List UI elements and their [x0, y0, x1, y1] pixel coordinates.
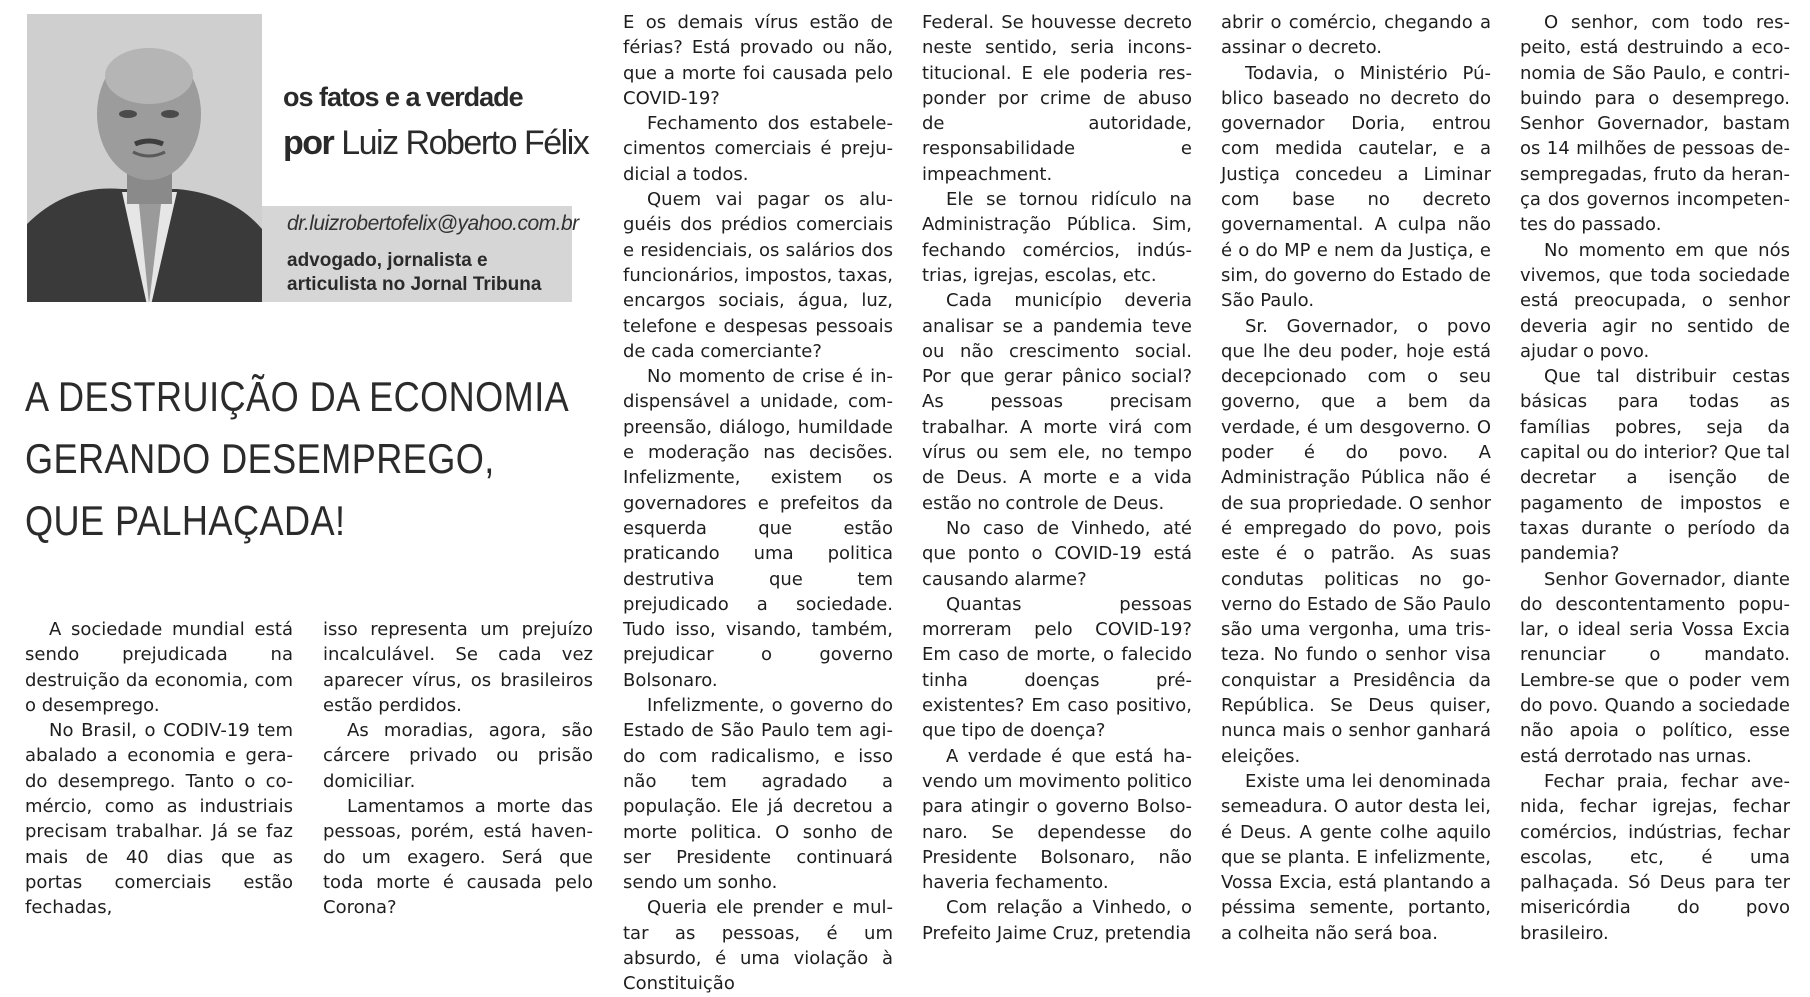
section-title: os fatos e a verdade [283, 82, 523, 112]
article-column-2 [323, 617, 593, 921]
paragraph: Lamentamos a morte das pessoas, porém, está havendo um exagero. Será que toda morte é causada pelo Corona? [323, 796, 593, 919]
article-column-5 [1221, 10, 1491, 946]
paragraph: isso representa um prejuízo incalculável. Se cada vez aparecer vírus, os brasileiros estão perdidos. [323, 619, 593, 716]
paragraph: Existe uma lei denominada semeadura. O autor desta lei, é Deus. A gente colhe aquilo que se planta. E infelizmente, Vossa Excia, está plantando a péssima semente, portanto, a colheita não será boa. [1221, 770, 1491, 944]
article-column-1 [25, 617, 293, 921]
author-portrait-illustration [27, 14, 262, 302]
paragraph: No momento de crise é indispensável a unidade, compreensão, diálogo, humildade e moderação nas decisões. Infelizmente, existem os governadores e prefeitos da esquerda que estão praticando uma politica destrutiva que tem prejudicado a sociedade. Tudo isso, visando, também, prejudicar o governo Bolsonaro. [623, 366, 893, 691]
paragraph: Quem vai pagar os aluguéis dos prédios comerciais e residenciais, os salários dos funcionários, impostos, taxas, encargos sociais, água, luz, telefone e despesas pessoais de cada comerciante? [623, 189, 893, 362]
paragraph: E os demais vírus estão de férias? Está provado ou não, que a morte foi causada pelo COVID-19? [623, 12, 893, 109]
headline-line-3: QUE PALHAÇADA! [25, 497, 346, 544]
paragraph: No caso de Vinhedo, até que ponto o COVID-19 está causando alarme? [922, 517, 1192, 590]
paragraph: Que tal distribuir cestas básicas para todas as famílias pobres, seja da capital ou do interior? Que tal decretar a isenção de pagamento de impostos e taxas durante o período da pandemia? [1520, 366, 1790, 565]
headline-line-1: A DESTRUIÇÃO DA ECONOMIA [25, 373, 570, 420]
paragraph: Todavia, o Ministério Público baseado no decreto do governador Doria, entrou com medida cautelar, e a Justiça concedeu a Liminar com base no decreto governamental. A culpa não é o do MP e nem da Justiça, e sim, do governo do Estado de São Paulo. [1221, 62, 1491, 312]
author-name: Luiz Roberto Félix [341, 124, 589, 162]
paragraph: Cada município deveria analisar se a pandemia teve ou não crescimento social. Por que gerar pânico social? As pessoas precisam trabalhar. A morte virá com vírus ou sem ele, no tempo de Deus. A morte e a vida estão no controle de Deus. [922, 290, 1192, 514]
author-byline [283, 124, 588, 163]
author-email: dr.luizrobertofelix@yahoo.com.br [287, 212, 579, 235]
paragraph: Queria ele prender e multar as pessoas, é um absurdo, é uma violação à Constituição [623, 897, 893, 995]
article-column-4 [922, 10, 1192, 946]
paragraph: abrir o comércio, chegando a assinar o decreto. [1221, 12, 1491, 59]
paragraph: Infelizmente, o governo do Estado de São Paulo tem agido com radicalismo, e isso não tem agradado a população. Ele já decretou a morte politica. O sonho de ser Presidente continuará sendo um sonho. [623, 695, 893, 894]
article-headline [25, 366, 570, 552]
paragraph: Federal. Se houvesse decreto neste sentido, seria inconstitucional. E ele poderia responder por crime de abuso de autoridade, responsabilidade e impeachment. [922, 12, 1192, 185]
paragraph: O senhor, com todo respeito, está destruindo a economia de São Paulo, e contribuindo para o desemprego. Senhor Governador, bastam os 14 milhões de pessoas desempregadas, fruto da herança dos governos incompetentes do passado. [1520, 12, 1790, 236]
paragraph: Quantas pessoas morreram pelo COVID-19? Em caso de morte, o falecido tinha doenças pré-existentes? Em caso positivo, que tipo de doença? [922, 593, 1192, 742]
paragraph: No Brasil, o CODIV-19 tem abalado a economia e gerado desemprego. Tanto o comércio, como as industriais precisam trabalhar. Já se faz mais de 40 dias que as portas comerciais estão fechadas, [25, 720, 293, 919]
paragraph: Fechar praia, fechar avenida, fechar igrejas, fechar comércios, indústrias, fechar escolas, etc, é uma palhaçada. Só Deus para ter misericórdia do povo brasileiro. [1520, 770, 1790, 944]
article-column-6 [1520, 10, 1790, 946]
paragraph: As moradias, agora, são cárcere privado ou prisão domiciliar. [323, 720, 593, 792]
author-role: advogado, jornalista e articulista no Jornal Tribuna [287, 250, 542, 295]
paragraph: No momento em que nós vivemos, que toda sociedade está preocupada, o senhor deveria agir no sentido de ajudar o povo. [1520, 239, 1790, 362]
paragraph: Senhor Governador, diante do descontentamento popular, o ideal seria Vossa Excia renunciar o mandato. Lembre-se que o poder vem do povo. Quando a sociedade não apoia o político, esse está derrotado nas urnas. [1520, 568, 1790, 767]
paragraph: Com relação a Vinhedo, o Prefeito Jaime Cruz, pretendia [922, 897, 1192, 944]
paragraph: A verdade é que está havendo um movimento politico para atingir o governo Bolsonaro. Se dependesse do Presidente Bolsonaro, não haveria fechamento. [922, 745, 1192, 894]
article-column-3 [623, 10, 893, 997]
paragraph: Sr. Governador, o povo que lhe deu poder, hoje está decepcionado com o seu governo, que a bem da verdade, é um desgoverno. O poder é do povo. A Administração Pública não é de sua propriedade. O senhor é empregado do povo, pois este é o patrão. As suas condutas politicas no governo do Estado de São Paulo são uma vergonha, uma tristeza. No fundo o senhor visa conquistar a Presidência da República. Se Deus quiser, nunca mais o senhor ganhará eleições. [1221, 315, 1491, 767]
author-photo [27, 14, 262, 302]
paragraph: Fechamento dos estabelecimentos comerciais é prejudicial a todos. [623, 113, 893, 185]
paragraph: Ele se tornou ridículo na Administração Pública. Sim, fechando comércios, indústrias, igrejas, escolas, etc. [922, 189, 1192, 286]
paragraph: A sociedade mundial está sendo prejudicada na destruição da economia, com o desemprego. [25, 619, 293, 716]
headline-line-2: GERANDO DESEMPREGO, [25, 435, 495, 482]
author-prefix: por [283, 124, 334, 162]
